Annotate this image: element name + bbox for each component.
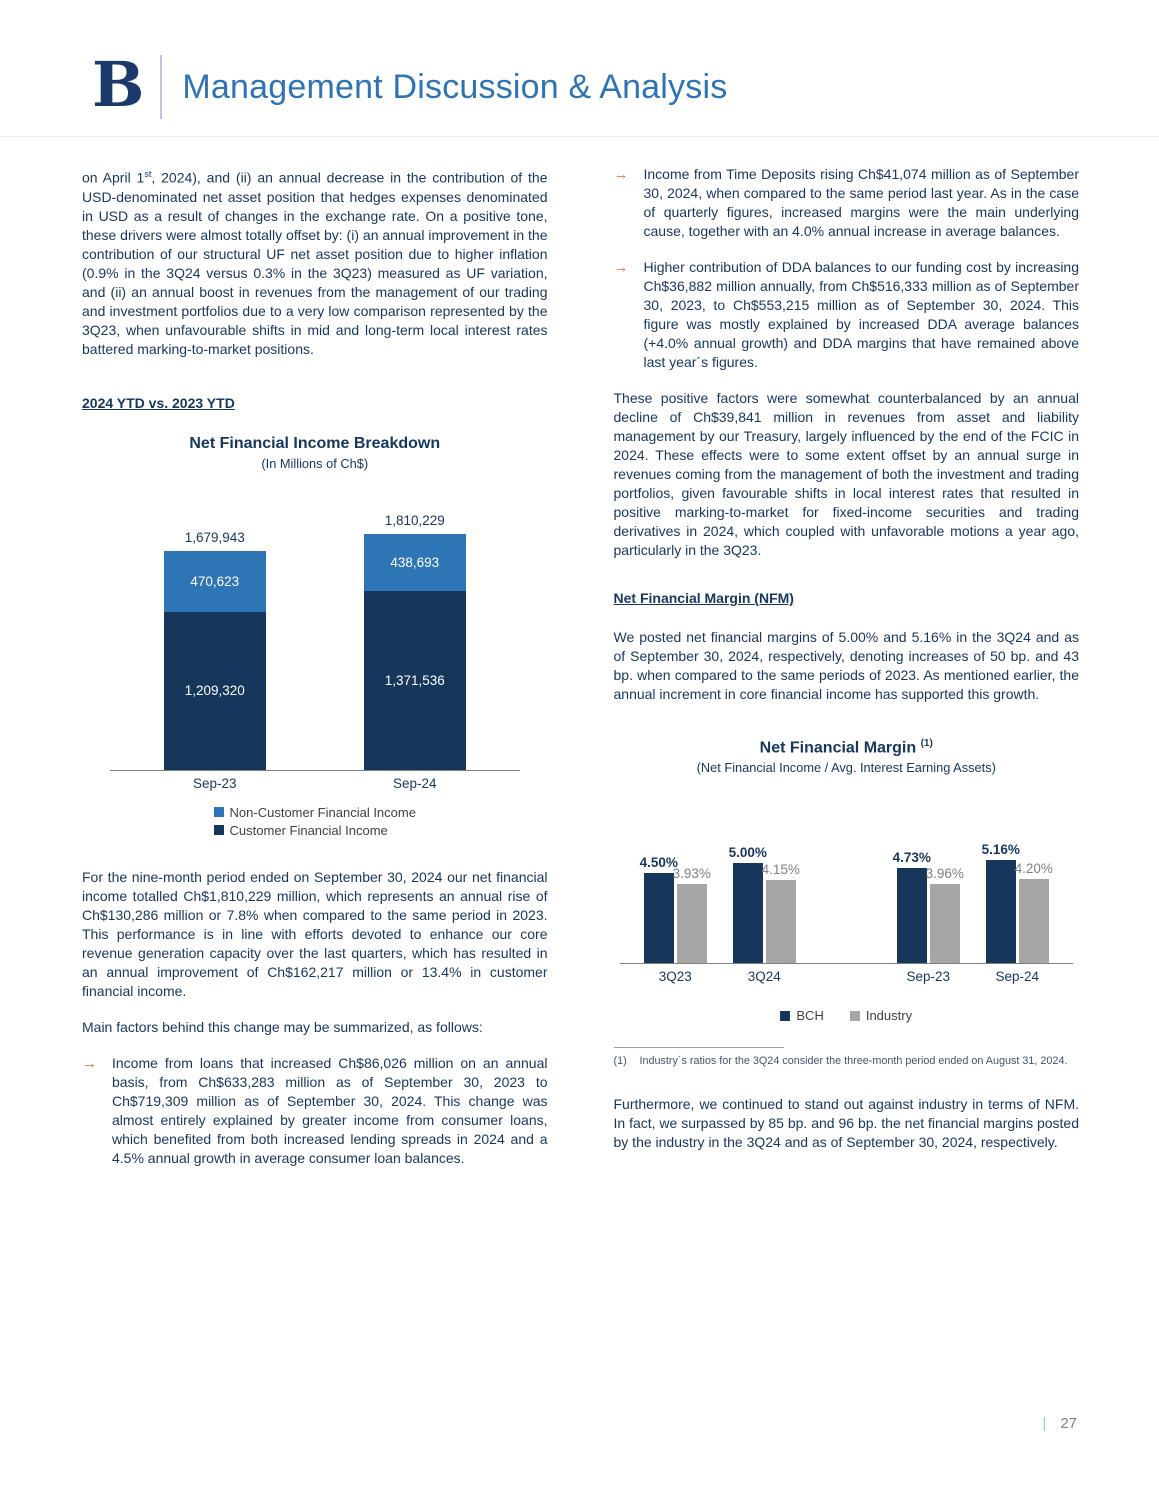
paragraph-main-factors: Main factors behind this change may be summarized, as follows:: [82, 1018, 483, 1035]
left-column: [82, 165, 548, 1185]
bullet-text: Higher contribution of DDA balances to our funding cost by increasing Ch$36,882 million annually, from Ch$516,333 million as of September 30, 2023, to Ch$553,215 million as of September 30, 2024. This figure was mostly explained by increased DDA average balances (+4.0% annual growth) and DDA margins that have remained above last year´s figures.: [643, 259, 1079, 370]
superscript: st: [144, 169, 152, 179]
x-axis-label: Sep-24: [392, 775, 437, 791]
bar-group-Sep-23: [892, 850, 964, 963]
bar-segment: 438,693: [364, 534, 466, 591]
bar-group-Sep-24: [981, 842, 1053, 963]
x-axis-label: 3Q23: [658, 969, 692, 985]
bar-segment: 1,209,320: [164, 612, 266, 770]
bar: [930, 884, 960, 963]
x-axis-label: 3Q24: [747, 969, 781, 985]
paragraph-intro: [82, 165, 548, 359]
nfi-cats: [110, 776, 520, 791]
bullet-text: Income from Time Deposits rising Ch$41,074 million as of September 30, 2024, when compared to the same period last year. As in the case of quarterly figures, increased margins were the main underlying cause, together with an 4.0% annual increase in average balances.: [643, 166, 1079, 239]
bar: [677, 884, 707, 963]
bar: [766, 880, 796, 963]
bar-value-label: 4.20%: [1014, 861, 1053, 877]
bullet-item-loans: [82, 1054, 548, 1168]
nfi-legend: [214, 805, 416, 838]
section-heading-nfm: Net Financial Margin (NFM): [613, 590, 794, 606]
page-number: [1042, 1415, 1077, 1432]
footnote: [614, 1055, 1080, 1069]
bullet-text: Income from loans that increased Ch$86,026 million on an annual basis, from Ch$633,283 million as of September 30, 2023 to Ch$719,309 million as of September 30, 2024. This change was almost entirely explained by greater income from consumer loans, which benefited from both increased lending spreads in 2024 and a 4.5% annual growth in average consumer loan balances.: [112, 1054, 548, 1166]
arrow-icon: →: [613, 166, 629, 183]
stacked-bar-Sep-23: [164, 530, 266, 770]
footnote-text: Industry´s ratios for the 3Q24 consider the three-month period ended on August 31, 2024.: [639, 1055, 1068, 1068]
bar-bch: [981, 842, 1020, 963]
chart-title: Net Financial Income Breakdown: [189, 434, 441, 452]
plot-area: [620, 815, 1074, 964]
bar: [1019, 879, 1049, 963]
bar-industry: [1014, 861, 1053, 963]
legend-label: Industry: [865, 1008, 913, 1024]
page-number-value: 27: [1060, 1415, 1077, 1432]
paragraph-nfm: We posted net financial margins of 5.00% and 5.16% in the 3Q24 and as of September 30, 2024, respectively, denoting increases of 50 bp. and 43 bp. when compared to the same periods of 2023. As mentioned earlier, the annual increment in core financial income has supported this growth.: [613, 629, 1079, 702]
legend-item: [780, 1008, 823, 1023]
legend-color-swatch: [780, 1011, 790, 1021]
section-heading-ytd: 2024 YTD vs. 2023 YTD: [82, 394, 235, 411]
bar-value-label: 5.00%: [728, 845, 767, 861]
legend-color-swatch: [214, 807, 224, 817]
bar-value-label: 3.93%: [672, 866, 711, 882]
nfm-cats: [620, 969, 1074, 984]
chart-net-financial-margin: [614, 738, 1080, 1023]
bar-value-label: 4.15%: [761, 862, 800, 878]
bar-bch: [639, 855, 678, 963]
legend-label: Non-Customer Financial Income: [229, 804, 416, 820]
paragraph-treasury: These positive factors were somewhat counterbalanced by an annual decline of Ch$39,841 million in revenues from asset and liability management by our Treasury, largely influenced by the end of the FCIC in 2024. These effects were to some extent offset by an annual surge in revenues coming from the management of both the investment and trading portfolios, given favourable shifts in local interest rates that resulted in positive marking-to-market for fixed-income securities and trading derivatives in 2024, which coupled with unfavorable motions a year ago, particularly in the 3Q23.: [613, 390, 1079, 558]
chart-title: [614, 738, 1080, 757]
paragraph-nfi-summary: For the nine-month period ended on September 30, 2024 our net financial income totalled Ch$1,810,229 million, which represents an annual rise of Ch$130,286 million or 7.8% when compared to the same period in 2023. This performance is in line with efforts devoted to enhance our core revenue generation capacity over the last quarters, which has resulted in an annual improvement of Ch$162,217 million or 13.4% in customer financial income.: [82, 868, 548, 999]
legend-color-swatch: [214, 825, 224, 835]
footnote-reference: (1): [920, 738, 933, 749]
right-column: [614, 165, 1080, 1185]
paragraph-industry-comparison: Furthermore, we continued to stand out against industry in terms of NFM. In fact, we surpassed by 85 bp. and 96 bp. the net financial margins posted by the industry in the 3Q24 and as of September 30, 2024, respectively.: [613, 1095, 1079, 1150]
x-axis-label: Sep-24: [995, 969, 1040, 985]
bar: [733, 863, 763, 963]
nfi-bars: [110, 513, 520, 770]
bar-industry: [925, 866, 964, 963]
bullet-item-dda: [614, 258, 1080, 372]
bar: [897, 868, 927, 963]
bar: [644, 873, 674, 963]
chart-subtitle: (Net Financial Income / Avg. Interest Earning Assets): [696, 760, 996, 776]
bar-segment: 470,623: [164, 551, 266, 612]
nfm-legend: [614, 1008, 1080, 1023]
content-columns: [0, 137, 1159, 1185]
legend-label: BCH: [796, 1008, 824, 1024]
legend-label: Customer Financial Income: [229, 822, 388, 838]
x-axis-label: Sep-23: [192, 775, 237, 791]
arrow-icon: →: [82, 1054, 97, 1072]
footnote-marker: (1): [613, 1055, 627, 1068]
footnote-divider: [614, 1047, 784, 1048]
arrow-icon: →: [613, 259, 629, 276]
paragraph-text: on April 1: [82, 169, 145, 186]
bar-total-label: 1,679,943: [184, 529, 245, 545]
bar-value-label: 4.73%: [892, 850, 931, 866]
bank-logo-icon: B: [92, 48, 145, 121]
bar-value-label: 3.96%: [925, 866, 964, 882]
bar-bch: [728, 845, 767, 963]
legend-item: [850, 1008, 912, 1023]
bar-bch: [892, 850, 931, 963]
legend-item: [214, 823, 416, 838]
nfm-bars: [620, 815, 1074, 963]
page-header: [0, 0, 1159, 137]
bar-group-3Q24: [728, 845, 800, 963]
bar-value-label: 4.50%: [639, 855, 678, 871]
legend-item: [214, 805, 416, 820]
bar-industry: [672, 866, 711, 963]
bar: [986, 860, 1016, 963]
bar-industry: [761, 862, 800, 963]
x-axis-label: Sep-23: [906, 969, 951, 985]
plot-area: [110, 513, 520, 771]
chart-subtitle: (In Millions of Ch$): [261, 455, 369, 471]
page-title: Management Discussion & Analysis: [182, 67, 728, 106]
paragraph-text: , 2024), and (ii) an annual decrease in the contribution of the USD-denominated net asset position that hedges expenses denominated in USD as a result of changes in the exchange rate. On a positive tone, these drivers were almost totally offset by: (i) an annual improvement in the contribution of our structural UF net asset position due to higher inflation (0.9% in the 3Q24 versus 0.3% in the 3Q23) measured as UF variation, and (ii) an annual boost in revenues from the management of our trading and investment portfolios due to a very low comparison represented by the 3Q23, when unfavourable shifts in mid and long-term local interest rates battered marking-to-market positions.: [82, 169, 548, 357]
bar-group-3Q23: [639, 855, 711, 963]
bar-value-label: 5.16%: [981, 842, 1020, 858]
chart-net-financial-income: [82, 435, 548, 838]
bullet-item-time-deposits: [614, 165, 1080, 241]
bar-total-label: 1,810,229: [384, 512, 445, 528]
header-divider: [160, 55, 162, 119]
stacked-bar-Sep-24: [364, 513, 466, 770]
bar-segment: 1,371,536: [364, 591, 466, 770]
chart-title-text: Net Financial Margin: [759, 739, 917, 757]
page-number-separator: |: [1042, 1415, 1047, 1432]
legend-color-swatch: [850, 1011, 860, 1021]
